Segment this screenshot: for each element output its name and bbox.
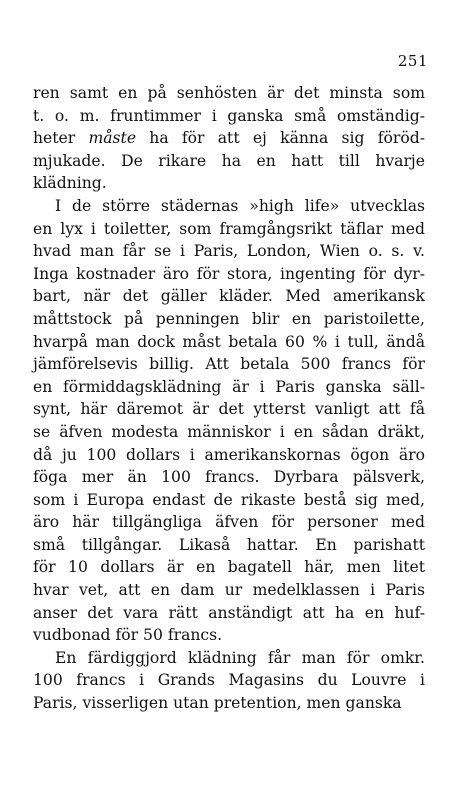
page-number: 251 xyxy=(397,52,428,70)
paragraph xyxy=(33,195,425,647)
text-line: 100 francs i Grands Magasins du Louvre i xyxy=(33,671,425,690)
text-line: t. o. m. fruntimmer i ganska små omständig- xyxy=(33,106,425,125)
text-line: se äfven modesta människor i en sådan dräkt, xyxy=(33,422,425,441)
text-line: En färdiggjord klädning får man för omkr. xyxy=(55,648,425,667)
text-line: synt, här däremot är det ytterst vanligt att få xyxy=(33,400,425,419)
text-line: jämförelsevis billig. Att betala 500 francs för xyxy=(33,355,425,374)
text-line: anser det vara rätt anständigt att ha en huf- xyxy=(33,603,425,622)
text-line xyxy=(33,127,425,150)
text-line: små tillgångar. Likaså hattar. En parishatt xyxy=(33,535,425,554)
text-line: måttstock på penningen blir en paristoilette, xyxy=(33,309,425,328)
text-line: Paris, visserligen utan pretention, men ganska xyxy=(33,694,402,713)
text-line: för 10 dollars är en bagatell här, men litet xyxy=(33,558,425,577)
body-text xyxy=(33,82,425,715)
text-line: vudbonad för 50 francs. xyxy=(33,626,223,645)
emphasized-word: måste xyxy=(88,129,137,148)
text-line: hvad man får se i Paris, London, Wien o. s. v. xyxy=(33,242,425,261)
paragraph xyxy=(33,82,425,195)
text-run: heter xyxy=(33,129,89,148)
text-line: då ju 100 dollars i amerikanskornas ögon äro xyxy=(33,445,425,464)
paragraph xyxy=(33,647,425,715)
text-line: en förmiddagsklädning är i Paris ganska säll- xyxy=(33,377,425,396)
text-line: klädning. xyxy=(33,174,107,193)
text-line: I de större städernas »high life» utvecklas xyxy=(55,196,425,215)
text-line: som i Europa endast de rikaste bestå sig med, xyxy=(33,490,425,509)
text-line: Inga kostnader äro för stora, ingenting för dyr- xyxy=(33,264,425,283)
text-line: ren samt en på senhösten är det minsta som xyxy=(33,84,425,102)
text-line: hvar vet, att en dam ur medelklassen i Paris xyxy=(33,581,425,600)
text-line: en lyx i toiletter, som framgångsrikt täflar med xyxy=(33,219,425,238)
text-line: bart, när det gäller kläder. Med amerikansk xyxy=(33,287,425,306)
text-line: hvarpå man dock måst betala 60 % i tull, ändå xyxy=(33,332,425,351)
text-line: mjukade. De rikare ha en hatt till hvarje xyxy=(33,151,425,170)
text-line: äro här tillgängliga äfven för personer med xyxy=(33,513,425,532)
text-line: föga mer än 100 francs. Dyrbara pälsverk, xyxy=(33,468,425,487)
text-run: ha för att ej känna sig föröd- xyxy=(136,129,425,148)
